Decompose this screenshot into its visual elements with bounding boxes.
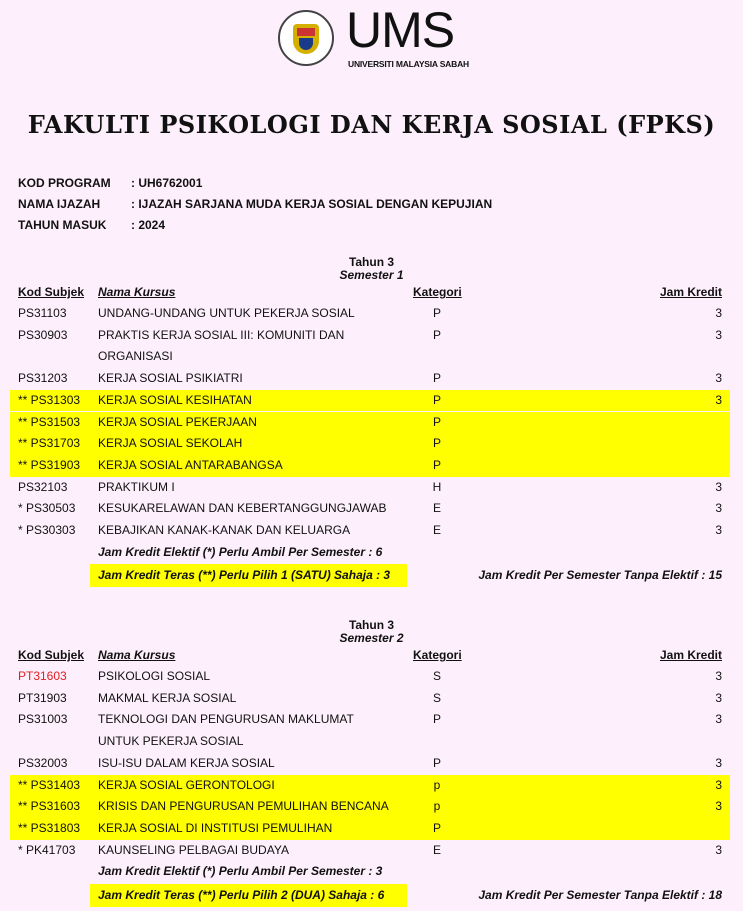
table-row bbox=[10, 818, 730, 840]
course-name: UNDANG-UNDANG UNTUK PEKERJA SOSIAL bbox=[98, 306, 355, 320]
total-credit-note: Jam Kredit Per Semester Tanpa Elektif : 18 bbox=[478, 888, 722, 902]
table-row bbox=[0, 346, 743, 368]
course-name: KERJA SOSIAL KESIHATAN bbox=[98, 392, 252, 407]
university-seal-icon bbox=[278, 10, 334, 66]
course-code: PS30903 bbox=[18, 327, 68, 342]
course-code: * PK41703 bbox=[18, 842, 76, 857]
course-credit: 3 bbox=[715, 306, 722, 320]
course-name: KERJA SOSIAL GERONTOLOGI bbox=[98, 777, 275, 792]
info-value: : IJAZAH SARJANA MUDA KERJA SOSIAL DENGAN KEPUJIAN bbox=[131, 197, 493, 211]
course-credit: 3 bbox=[715, 479, 722, 494]
table-row bbox=[0, 753, 743, 775]
course-credit: 3 bbox=[715, 777, 722, 792]
course-code: PS32003 bbox=[18, 755, 68, 770]
info-value: : UH6762001 bbox=[131, 176, 203, 190]
course-code: ** PS31703 bbox=[18, 436, 81, 451]
course-name: PSIKOLOGI SOSIAL bbox=[98, 669, 211, 683]
course-code: ** PS31403 bbox=[18, 777, 81, 792]
table-row bbox=[0, 709, 743, 731]
table-row bbox=[10, 390, 730, 412]
course-name: KERJA SOSIAL ANTARABANGSA bbox=[98, 457, 283, 472]
table-row bbox=[10, 455, 730, 477]
course-category: P bbox=[432, 371, 441, 386]
course-category: P bbox=[432, 392, 441, 407]
table-row bbox=[0, 498, 743, 520]
course-name: MAKMAL KERJA SOSIAL bbox=[98, 690, 237, 705]
course-category: E bbox=[432, 842, 441, 857]
course-credit: 3 bbox=[715, 690, 722, 705]
course-category: p bbox=[433, 777, 441, 792]
table-row bbox=[0, 368, 743, 390]
total-credit-note: Jam Kredit Per Semester Tanpa Elektif : 15 bbox=[478, 568, 722, 583]
course-name: KERJA SOSIAL PEKERJAAN bbox=[98, 414, 257, 429]
course-category: P bbox=[432, 712, 441, 727]
course-code: * PS30503 bbox=[18, 501, 76, 516]
header-category: Kategori bbox=[413, 648, 462, 662]
header-code: Kod Subjek bbox=[18, 285, 85, 299]
course-category: S bbox=[432, 669, 441, 683]
table-row bbox=[0, 688, 743, 710]
course-code: PS31103 bbox=[18, 306, 67, 320]
header-name: Nama Kursus bbox=[98, 648, 176, 662]
course-name: ORGANISASI bbox=[98, 349, 173, 364]
header-credit: Jam Kredit bbox=[659, 648, 722, 662]
course-name: PRAKTIKUM I bbox=[98, 479, 175, 494]
info-value: : 2024 bbox=[131, 218, 166, 232]
logo-text: UMS bbox=[346, 2, 455, 58]
course-category: P bbox=[432, 414, 441, 429]
table-row bbox=[0, 731, 743, 753]
course-credit: 3 bbox=[715, 755, 722, 770]
semester-heading: Semester 2 bbox=[339, 631, 404, 645]
course-category: p bbox=[433, 799, 441, 814]
table-row bbox=[10, 412, 730, 434]
year-heading: Tahun 3 bbox=[348, 618, 395, 632]
course-credit: 3 bbox=[715, 501, 722, 516]
table-row bbox=[0, 520, 743, 542]
course-code: ** PS31603 bbox=[18, 799, 81, 814]
table-header bbox=[0, 282, 743, 304]
course-name: KERJA SOSIAL PSIKIATRI bbox=[98, 371, 243, 386]
course-code: PT31603 bbox=[18, 669, 67, 683]
core-note: Jam Kredit Teras (**) Perlu Pilih 2 (DUA) Sahaja : 6 bbox=[90, 884, 407, 907]
course-credit: 3 bbox=[715, 669, 722, 683]
course-category: E bbox=[432, 523, 441, 537]
info-label: TAHUN MASUK bbox=[18, 218, 107, 232]
course-category: P bbox=[432, 457, 441, 472]
table-row bbox=[10, 796, 730, 818]
course-name: ISU-ISU DALAM KERJA SOSIAL bbox=[98, 755, 275, 770]
table-row bbox=[0, 325, 743, 347]
course-name: PRAKTIS KERJA SOSIAL III: KOMUNITI DAN bbox=[98, 327, 345, 342]
course-name: KRISIS DAN PENGURUSAN PEMULIHAN BENCANA bbox=[98, 799, 389, 814]
page-title: FAKULTI PSIKOLOGI DAN KERJA SOSIAL (FPKS) bbox=[27, 110, 716, 139]
course-code: PS31203 bbox=[18, 371, 68, 386]
semester-heading: Semester 1 bbox=[339, 268, 404, 282]
course-credit: 3 bbox=[715, 392, 722, 407]
elective-note: Jam Kredit Elektif (*) Perlu Ambil Per Semester : 6 bbox=[98, 544, 383, 559]
course-code: * PS30303 bbox=[18, 523, 76, 537]
course-name: KERJA SOSIAL SEKOLAH bbox=[98, 436, 243, 451]
course-category: P bbox=[432, 327, 441, 342]
course-code: ** PS31903 bbox=[18, 457, 81, 472]
table-row bbox=[0, 840, 743, 862]
course-credit: 3 bbox=[715, 523, 722, 537]
ums-logo bbox=[278, 2, 469, 69]
course-credit: 3 bbox=[715, 371, 722, 386]
core-note: Jam Kredit Teras (**) Perlu Pilih 1 (SATU) Sahaja : 3 bbox=[90, 564, 407, 587]
course-category: P bbox=[432, 436, 441, 451]
year-heading: Tahun 3 bbox=[348, 255, 395, 269]
course-credit: 3 bbox=[715, 799, 722, 814]
course-code: ** PS31503 bbox=[18, 414, 81, 429]
info-label: NAMA IJAZAH bbox=[18, 197, 101, 211]
course-credit: 3 bbox=[715, 712, 722, 727]
course-name: KEBAJIKAN KANAK-KANAK DAN KELUARGA bbox=[98, 523, 351, 537]
course-credit: 3 bbox=[715, 842, 722, 857]
logo-subtitle: UNIVERSITI MALAYSIA SABAH bbox=[348, 59, 469, 69]
table-row bbox=[10, 433, 730, 455]
table-row bbox=[0, 303, 743, 325]
course-category: P bbox=[432, 306, 441, 320]
course-name: KERJA SOSIAL DI INSTITUSI PEMULIHAN bbox=[98, 820, 333, 835]
course-name: KESUKARELAWAN DAN KEBERTANGGUNGJAWAB bbox=[98, 501, 387, 516]
table-row bbox=[10, 775, 730, 797]
course-code: PS32103 bbox=[18, 479, 68, 494]
course-credit: 3 bbox=[715, 327, 722, 342]
course-code: ** PS31303 bbox=[18, 392, 81, 407]
header-category: Kategori bbox=[413, 285, 462, 299]
info-label: KOD PROGRAM bbox=[18, 176, 111, 190]
table-row bbox=[0, 477, 743, 499]
table-header bbox=[0, 645, 743, 667]
course-code: PS31003 bbox=[18, 712, 68, 727]
course-category: S bbox=[432, 690, 441, 705]
course-code: PT31903 bbox=[18, 690, 67, 705]
course-code: ** PS31803 bbox=[18, 820, 81, 835]
header-credit: Jam Kredit bbox=[659, 285, 722, 299]
course-name: TEKNOLOGI DAN PENGURUSAN MAKLUMAT bbox=[98, 712, 354, 727]
header-name: Nama Kursus bbox=[98, 285, 176, 299]
table-row bbox=[0, 666, 743, 688]
course-category: E bbox=[432, 501, 441, 516]
elective-note: Jam Kredit Elektif (*) Perlu Ambil Per Semester : 3 bbox=[98, 864, 383, 879]
header-code: Kod Subjek bbox=[18, 648, 85, 662]
course-name: KAUNSELING PELBAGAI BUDAYA bbox=[98, 842, 289, 857]
course-category: H bbox=[432, 479, 442, 494]
course-category: P bbox=[432, 755, 441, 770]
course-name: UNTUK PEKERJA SOSIAL bbox=[98, 734, 244, 749]
course-category: P bbox=[432, 820, 441, 835]
